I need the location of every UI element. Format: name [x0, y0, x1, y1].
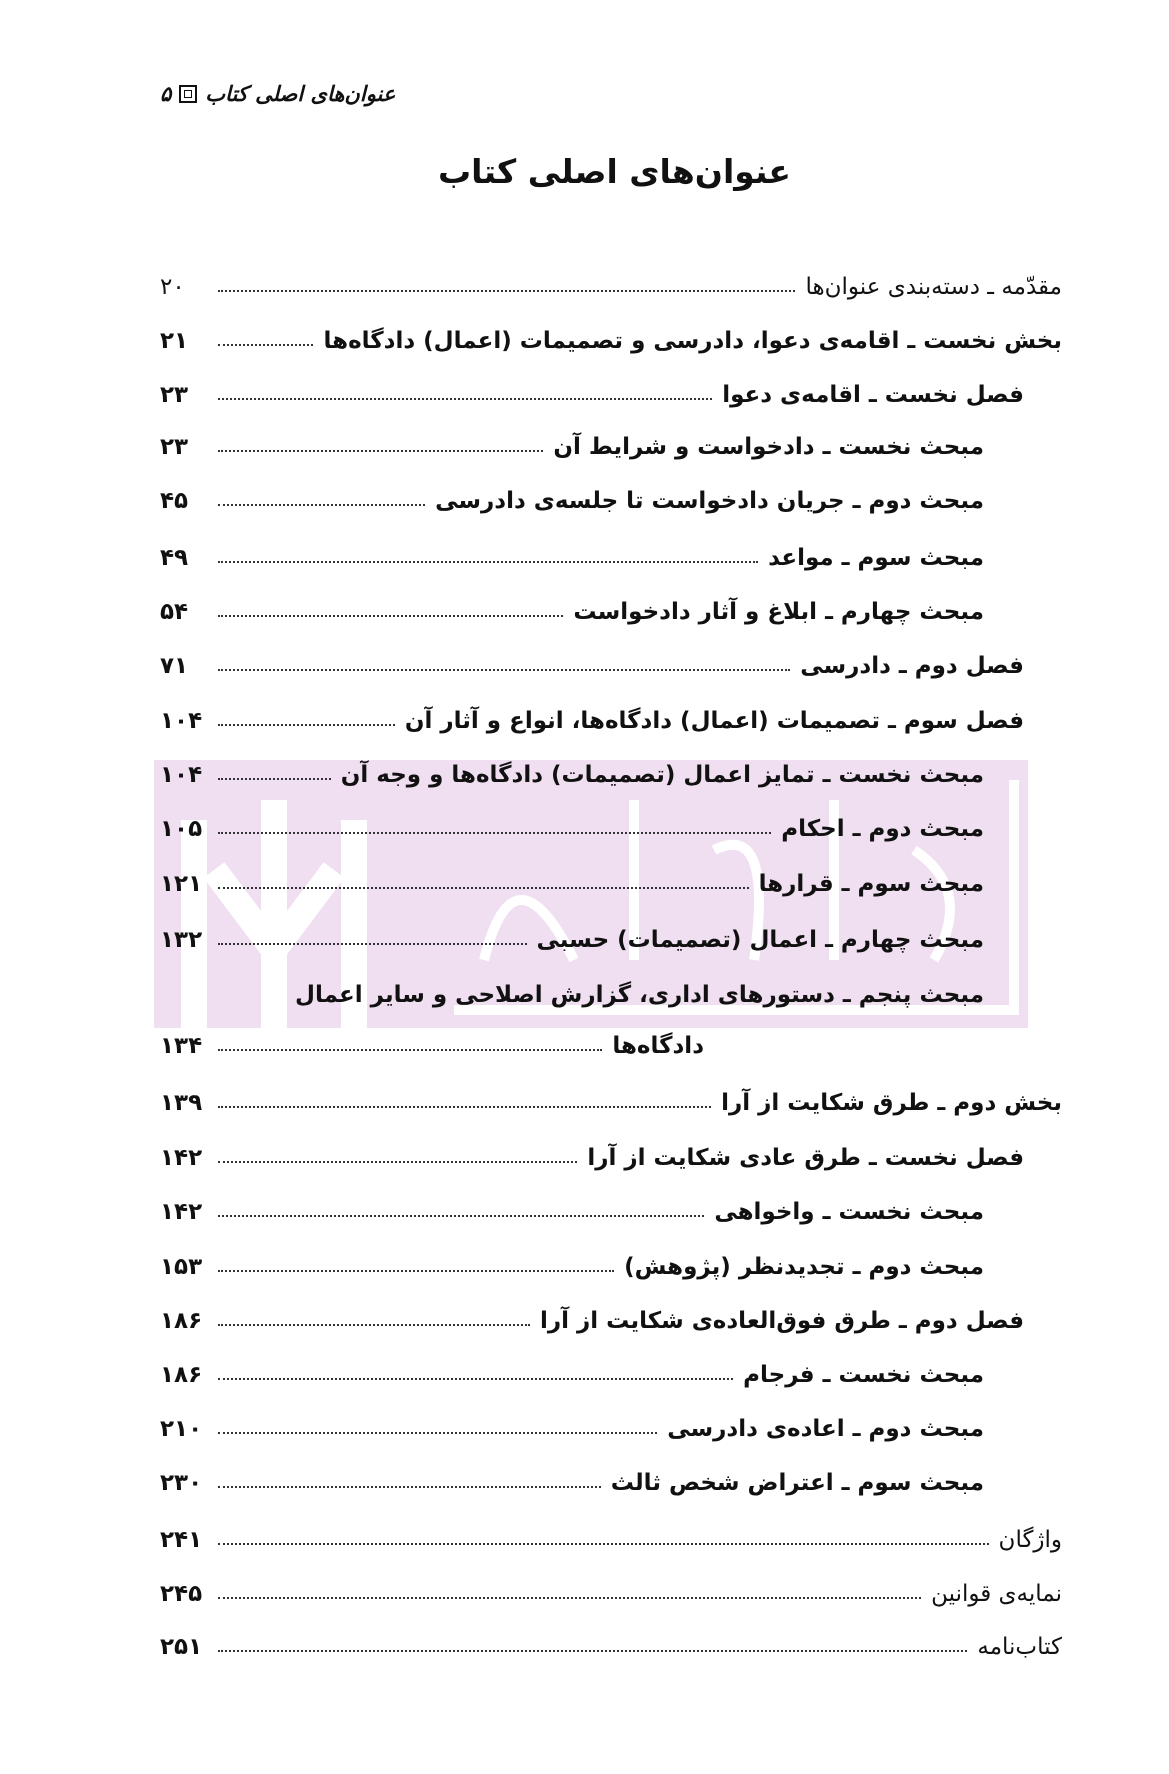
dot-leader: [218, 1432, 657, 1434]
toc-entry[interactable]: [160, 474, 984, 514]
entry-title: مبحث دوم ـ اعاده‌ی دادرسی: [667, 1416, 984, 1442]
dot-leader: [218, 1597, 921, 1599]
entry-title: مبحث نخست ـ دادخواست و شرایط آن: [553, 434, 984, 460]
entry-title: مبحث چهارم ـ ابلاغ و آثار دادخواست: [573, 599, 984, 625]
entry-page: ۱۸۶: [160, 1308, 203, 1334]
entry-page: ۲۵۱: [160, 1634, 203, 1660]
entry-page: ۱۲۱: [160, 871, 203, 897]
dot-leader: [218, 778, 331, 780]
entry-page: ۴۹: [160, 545, 189, 571]
toc-entry[interactable]: [160, 1131, 1024, 1171]
entry-title: مبحث دوم ـ تجدیدنظر (پژوهش): [624, 1254, 984, 1280]
running-header: [160, 82, 395, 106]
toc-entry[interactable]: [160, 314, 1062, 354]
toc-entry[interactable]: [160, 1076, 1062, 1116]
dot-leader: [218, 832, 771, 834]
toc-entry[interactable]: [160, 913, 984, 953]
dot-leader: [218, 1543, 989, 1545]
toc-entry[interactable]: [160, 368, 1024, 408]
toc-entry[interactable]: [160, 857, 984, 897]
entry-page: ۱۴۲: [160, 1199, 203, 1225]
dot-leader: [218, 561, 758, 563]
entry-page: ۲۱۰: [160, 1416, 203, 1442]
toc-entry[interactable]: [160, 585, 984, 625]
dot-leader: [218, 504, 425, 506]
page-title: عنوان‌های اصلی کتاب: [438, 152, 791, 191]
page-number: ۵: [160, 82, 172, 106]
toc-entry[interactable]: [160, 1567, 1062, 1607]
toc-entry[interactable]: [160, 968, 984, 1008]
dot-leader: [218, 398, 712, 400]
entry-title: مبحث نخست ـ فرجام: [743, 1362, 984, 1388]
dot-leader: [218, 669, 790, 671]
entry-page: ۱۳۲: [160, 927, 203, 953]
entry-page: ۱۴۲: [160, 1145, 203, 1171]
dot-leader: [218, 450, 543, 452]
entry-title: مبحث دوم ـ جریان دادخواست تا جلسه‌ی دادرسی: [435, 488, 984, 514]
entry-page: ۱۰۵: [160, 816, 203, 842]
entry-page: ۴۵: [160, 488, 189, 514]
dot-leader: [218, 1106, 711, 1108]
toc-entry[interactable]: [160, 260, 1062, 300]
dot-leader: [218, 615, 563, 617]
entry-title: دادگاه‌ها: [612, 1033, 704, 1059]
entry-page: ۱۳۴: [160, 1033, 203, 1059]
dot-leader: [218, 1378, 733, 1380]
entry-page: ۷۱: [160, 653, 189, 679]
dot-leader: [218, 1270, 614, 1272]
entry-title: کتاب‌نامه: [977, 1634, 1062, 1660]
entry-page: ۱۰۴: [160, 762, 203, 788]
entry-title: بخش نخست ـ اقامه‌ی دعوا، دادرسی و تصمیمات (اعمال) دادگاه‌ها: [323, 328, 1062, 354]
entry-title: مبحث سوم ـ اعتراض شخص ثالث: [610, 1470, 984, 1496]
entry-page: ۲۳: [160, 434, 189, 460]
entry-title: بخش دوم ـ طرق شکایت از آرا: [721, 1090, 1062, 1116]
entry-title: واژگان: [998, 1527, 1062, 1553]
toc-entry[interactable]: [160, 1402, 984, 1442]
entry-title: مبحث نخست ـ واخواهی: [714, 1199, 984, 1225]
entry-page: ۲۴۱: [160, 1527, 203, 1553]
entry-title: مبحث دوم ـ احکام: [781, 816, 984, 842]
dot-leader: [218, 1215, 704, 1217]
dot-leader: [218, 344, 313, 346]
entry-title: مبحث سوم ـ قرارها: [758, 871, 984, 897]
entry-title: فصل نخست ـ اقامه‌ی دعوا: [722, 382, 1024, 408]
toc-entry[interactable]: [160, 420, 984, 460]
entry-title: مبحث نخست ـ تمایز اعمال (تصمیمات) دادگاه‌ها و وجه آن: [340, 762, 984, 788]
dot-leader: [218, 1161, 577, 1163]
entry-page: ۱۵۳: [160, 1254, 203, 1280]
toc-entry[interactable]: [160, 531, 984, 571]
toc-entry[interactable]: [160, 1348, 984, 1388]
entry-page: ۲۱: [160, 328, 189, 354]
dot-leader: [218, 1486, 601, 1488]
toc-entry[interactable]: [160, 748, 984, 788]
toc-entry[interactable]: [160, 1294, 1024, 1334]
entry-title: مبحث چهارم ـ اعمال (تصمیمات) حسبی: [536, 927, 984, 953]
dot-leader: [218, 1324, 530, 1326]
entry-page: ۲۴۵: [160, 1581, 203, 1607]
toc-entry[interactable]: [160, 1513, 1062, 1553]
entry-page: ۲۳: [160, 382, 189, 408]
entry-page: ۲۳۰: [160, 1470, 203, 1496]
entry-page: ۱۳۹: [160, 1090, 203, 1116]
dot-leader: [218, 724, 395, 726]
dot-leader: [218, 1049, 602, 1051]
dot-leader: [218, 1650, 967, 1652]
toc-entry[interactable]: [160, 694, 1024, 734]
running-header-title: عنوان‌های اصلی کتاب: [205, 82, 396, 106]
entry-page: ۲۰: [160, 274, 185, 300]
toc-entry[interactable]: [160, 1240, 984, 1280]
entry-title: فصل نخست ـ طرق عادی شکایت از آرا: [587, 1145, 1024, 1171]
entry-page: ۱۰۴: [160, 708, 203, 734]
entry-page: ۵۴: [160, 599, 189, 625]
entry-page: ۱۸۶: [160, 1362, 203, 1388]
toc-entry[interactable]: [160, 1185, 984, 1225]
entry-title: فصل دوم ـ طرق فوق‌العاده‌ی شکایت از آرا: [539, 1308, 1024, 1334]
entry-title: فصل سوم ـ تصمیمات (اعمال) دادگاه‌ها، انواع و آثار آن: [404, 708, 1024, 734]
toc-entry[interactable]: [160, 1456, 984, 1496]
entry-title: مبحث پنجم ـ دستورهای اداری، گزارش اصلاحی و سایر اعمال: [295, 982, 984, 1008]
square-ornament-icon: [179, 85, 197, 103]
dot-leader: [218, 943, 527, 945]
dot-leader: [218, 887, 749, 889]
entry-title: مقدّمه ـ دسته‌بندی عنوان‌ها: [805, 274, 1062, 300]
toc-entry[interactable]: [160, 1620, 1062, 1660]
dot-leader: [218, 290, 795, 292]
toc-entry[interactable]: [160, 639, 1024, 679]
toc-entry[interactable]: [160, 1019, 984, 1059]
entry-title: فصل دوم ـ دادرسی: [800, 653, 1024, 679]
entry-title: نمایه‌ی قوانین: [931, 1581, 1062, 1607]
entry-title: مبحث سوم ـ مواعد: [768, 545, 984, 571]
toc-entry[interactable]: [160, 802, 984, 842]
